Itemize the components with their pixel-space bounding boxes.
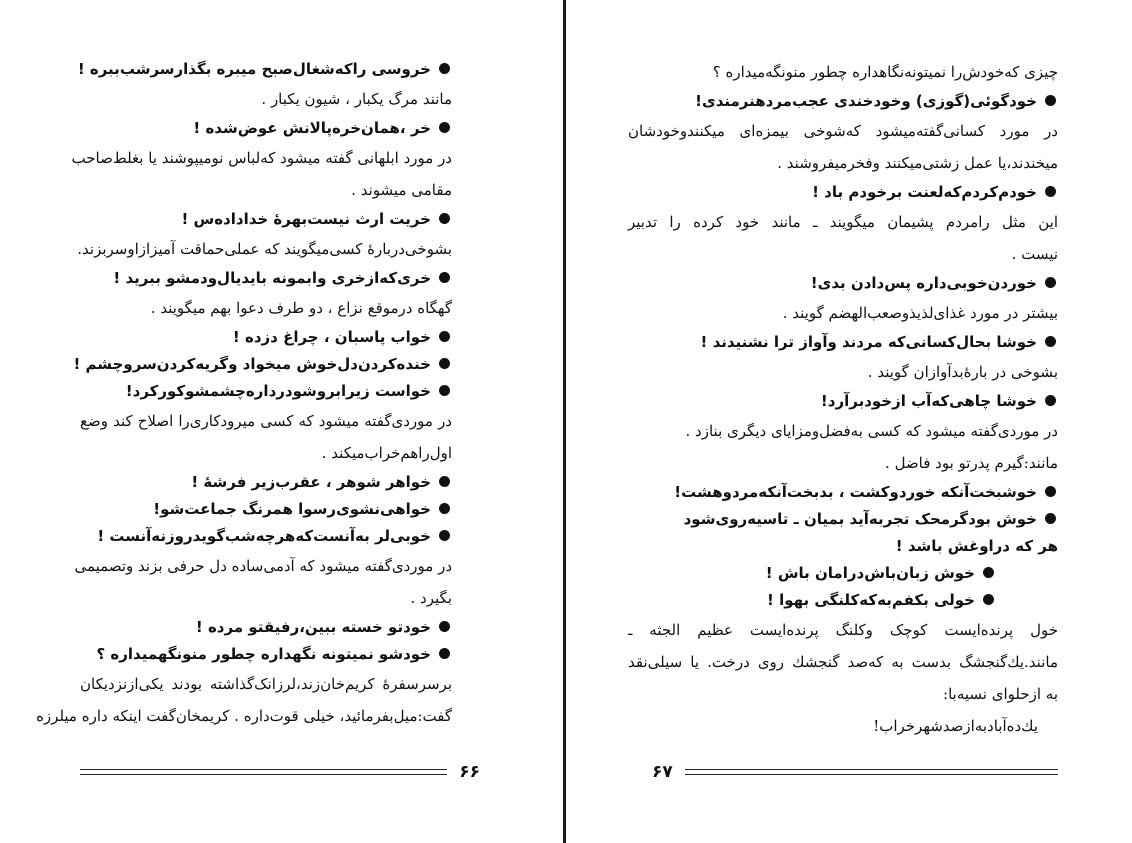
proverb-entry: [80, 614, 452, 641]
bullet-icon: [1045, 513, 1056, 524]
line-text: خودتو خسته ببین،رفیقتو مرده !: [195, 618, 431, 636]
line-text: بگیرد .: [410, 589, 452, 607]
bullet-icon: [439, 358, 450, 369]
proverb-entry: [73, 351, 452, 378]
proverb-entry: [628, 179, 1058, 206]
line-text: به ازحلوای نسیه‌با:: [943, 685, 1058, 703]
line-text: میخندند،یا عمل زشتی‌میکنند وفخرمیفروشند .: [777, 154, 1058, 172]
line-text: چیزی که‌خودش‌را نمیتونه‌نگاهداره چطور منونگه‌میداره ؟: [712, 63, 1058, 81]
explanation-line: [80, 83, 452, 115]
line-text: خول پرنده‌ایست کوچک وکلنگ پرنده‌ایست عظیم الجثه ـ: [628, 621, 1058, 639]
line-text: بیشتر در مورد غذای‌لذیذوصعب‌الهضم گویند .: [782, 304, 1058, 322]
bullet-icon: [439, 503, 450, 514]
explanation-line: [628, 710, 1058, 742]
line-text: خواهر شوهر ، عقرب‌زیر فرشهٔ !: [191, 473, 431, 491]
bullet-icon: [439, 385, 450, 396]
bullet-icon: [439, 476, 450, 487]
right-page: [628, 56, 1058, 742]
explanation-line: [80, 292, 452, 324]
proverb-entry: [80, 523, 452, 550]
line-text: خودگوئی(گوزی) وخودخندی عجب‌مردهنرمندی!: [695, 92, 1037, 110]
bullet-icon: [1045, 186, 1056, 197]
line-text: یك‌ده‌آبادبه‌ازصدشهرخراب!: [873, 717, 1038, 735]
proverb-entry: [77, 56, 452, 83]
line-text: در موردی‌گفته میشود که کسی میرودکاری‌را اصلاح کند وضع: [80, 412, 452, 430]
line-text: بشوخی در بارهٔ‌بدآوازان گویند .: [867, 363, 1058, 381]
bullet-icon: [1045, 395, 1056, 406]
explanation-line: [628, 297, 1058, 329]
explanation-line: [628, 356, 1058, 388]
line-text: گهگاه درموقع نزاع ، دو طرف دعوا بهم میگویند .: [150, 299, 452, 317]
bullet-icon: [439, 63, 450, 74]
proverb-entry-continued: [628, 533, 1058, 560]
line-text: خواب پاسبان ، چراغ دزده !: [232, 328, 431, 346]
bullet-icon: [439, 331, 450, 342]
line-text: هر که دراوغش باشد !: [895, 537, 1058, 555]
proverb-entry: [628, 506, 1058, 533]
line-text: برسرسفرهٔ کریم‌خان‌زند،لرزانک‌گذاشته بودند یکی‌ازنزدیکان: [80, 675, 452, 693]
proverb-entry: [80, 115, 452, 142]
line-text: خوردن‌خوبی‌داره پس‌دادن بدی!: [810, 274, 1037, 292]
line-text: این مثل رامردم پشیمان میگویند ـ مانند خود کرده را تدبیر: [628, 213, 1058, 231]
line-text: گفت:میل‌بفرمائید، خیلی قوت‌داره . کریمخان‌گفت اینکه داره میلرزه: [36, 707, 452, 725]
right-page-footer: [640, 762, 1058, 782]
explanation-line: [80, 174, 452, 206]
footer-rule: [80, 769, 447, 775]
left-page-footer: [80, 762, 492, 782]
line-text: خواست زیرابروشودرداره‌چشمشوکورکرد!: [125, 382, 431, 400]
bullet-icon: [1045, 277, 1056, 288]
proverb-entry: [628, 587, 1058, 614]
explanation-line: [628, 206, 1058, 238]
line-text: مانند:گیرم پدرتو بود فاضل .: [885, 454, 1058, 472]
proverb-entry: [628, 479, 1058, 506]
explanation-line: [74, 550, 452, 582]
line-text: خنده‌کردن‌دل‌خوش میخواد وگریه‌کردن‌سروچشم !: [73, 355, 431, 373]
line-text: خوش بودگرمحک تجربه‌آید بمیان ـ تاسیه‌روی‌شود: [683, 510, 1037, 528]
book-gutter: [563, 0, 566, 843]
line-text: مقامی میشوند .: [351, 181, 452, 199]
explanation-line: [77, 233, 452, 265]
proverb-entry: [80, 496, 452, 523]
line-text: در موردی‌گفته میشود که آدمی‌ساده دل حرفی بزند وتصمیمی: [74, 557, 452, 575]
line-text: در مورد کسانی‌گفته‌میشود که‌شوخی بیمزه‌ای میکنندوخودشان: [628, 122, 1058, 140]
line-text: خودشو نمیتونه نگهداره چطور منونگهمیداره ؟: [96, 645, 431, 663]
bullet-icon: [439, 122, 450, 133]
bullet-icon: [1045, 95, 1056, 106]
bullet-icon: [983, 567, 994, 578]
line-text: نیست .: [1011, 245, 1058, 263]
line-text: خروسی راکه‌شغال‌صبح میبره بگذارسرشب‌ببره !: [77, 60, 431, 78]
proverb-entry: [628, 270, 1058, 297]
line-text: بشوخی‌دربارهٔ کسی‌میگویند که عملی‌حماقت آمیزازاوسربزند.: [77, 240, 452, 258]
line-text: اول‌راهم‌خراب‌میکند .: [321, 444, 452, 462]
bullet-icon: [439, 530, 450, 541]
proverb-entry: [628, 329, 1058, 356]
bullet-icon: [439, 648, 450, 659]
explanation-line: [628, 115, 1058, 147]
explanation-line: [71, 142, 452, 174]
line-text: خری‌که‌ازخری وابمونه بایدیال‌ودمشو ببرید !: [113, 269, 431, 287]
explanation-line: [80, 405, 452, 437]
line-text: خواهی‌نشوی‌رسوا همرنگ جماعت‌شو!: [153, 500, 431, 518]
explanation-line: [80, 437, 452, 469]
explanation-line: [628, 147, 1058, 179]
bullet-icon: [1045, 486, 1056, 497]
line-text: خوشبخت‌آنکه خوردوکشت ، بدبخت‌آنکه‌مردوهشت!: [674, 483, 1037, 501]
line-text: خوشا بحال‌کسانی‌که مردند وآواز ترا نشنیدند !: [700, 333, 1037, 351]
proverb-entry: [80, 265, 452, 292]
explanation-line: [628, 56, 1058, 88]
page-number: ۶۷: [652, 762, 673, 782]
page-number: ۶۶: [459, 762, 480, 782]
explanation-line: [628, 646, 1058, 678]
proverb-entry: [80, 641, 452, 668]
line-text: مانند مرگ یکبار ، شیون یکبار .: [261, 90, 452, 108]
line-text: مانند.یك‌گنجشگ بدست به که‌صد گنجشك روی درخت. یا سیلی‌نقد: [628, 653, 1058, 671]
explanation-line: [628, 238, 1058, 270]
bullet-icon: [1045, 336, 1056, 347]
explanation-line: [628, 678, 1058, 710]
line-text: خولی بکفم‌به‌که‌کلنگی بهوا !: [767, 591, 975, 609]
line-text: خوش زبان‌باش‌درامان باش !: [765, 564, 975, 582]
line-text: خوشا چاهی‌که‌آب ازخودبرآرد!: [820, 392, 1037, 410]
proverb-entry: [80, 378, 452, 405]
footer-rule: [685, 769, 1058, 775]
explanation-line: [628, 415, 1058, 447]
explanation-line: [80, 668, 452, 700]
proverb-entry: [628, 88, 1058, 115]
bullet-icon: [439, 272, 450, 283]
proverb-entry: [80, 206, 452, 233]
explanation-line: [36, 700, 452, 732]
bullet-icon: [439, 213, 450, 224]
proverb-entry: [80, 324, 452, 351]
line-text: خوبی‌لر به‌آنست‌که‌هرچه‌شب‌گویدروزنه‌آنست !: [97, 527, 431, 545]
explanation-line: [80, 582, 452, 614]
bullet-icon: [439, 621, 450, 632]
explanation-line: [628, 447, 1058, 479]
line-text: خودم‌کردم‌که‌لعنت برخودم باد !: [812, 183, 1037, 201]
bullet-icon: [983, 594, 994, 605]
explanation-line: [628, 614, 1058, 646]
proverb-entry: [628, 388, 1058, 415]
proverb-entry: [80, 469, 452, 496]
line-text: در موردی‌گفته میشود که کسی به‌فضل‌ومزایای دیگری بنازد .: [685, 422, 1058, 440]
proverb-entry: [628, 560, 1058, 587]
line-text: خریت ارث نیست‌بهرهٔ خداداده‌س !: [181, 210, 431, 228]
line-text: خر ،همان‌خره‌پالانش عوض‌شده !: [193, 119, 431, 137]
line-text: در مورد ابلهانی گفته میشود که‌لباس نومیپوشند یا بغلط‌صاحب: [71, 149, 452, 167]
left-page: [36, 56, 452, 732]
